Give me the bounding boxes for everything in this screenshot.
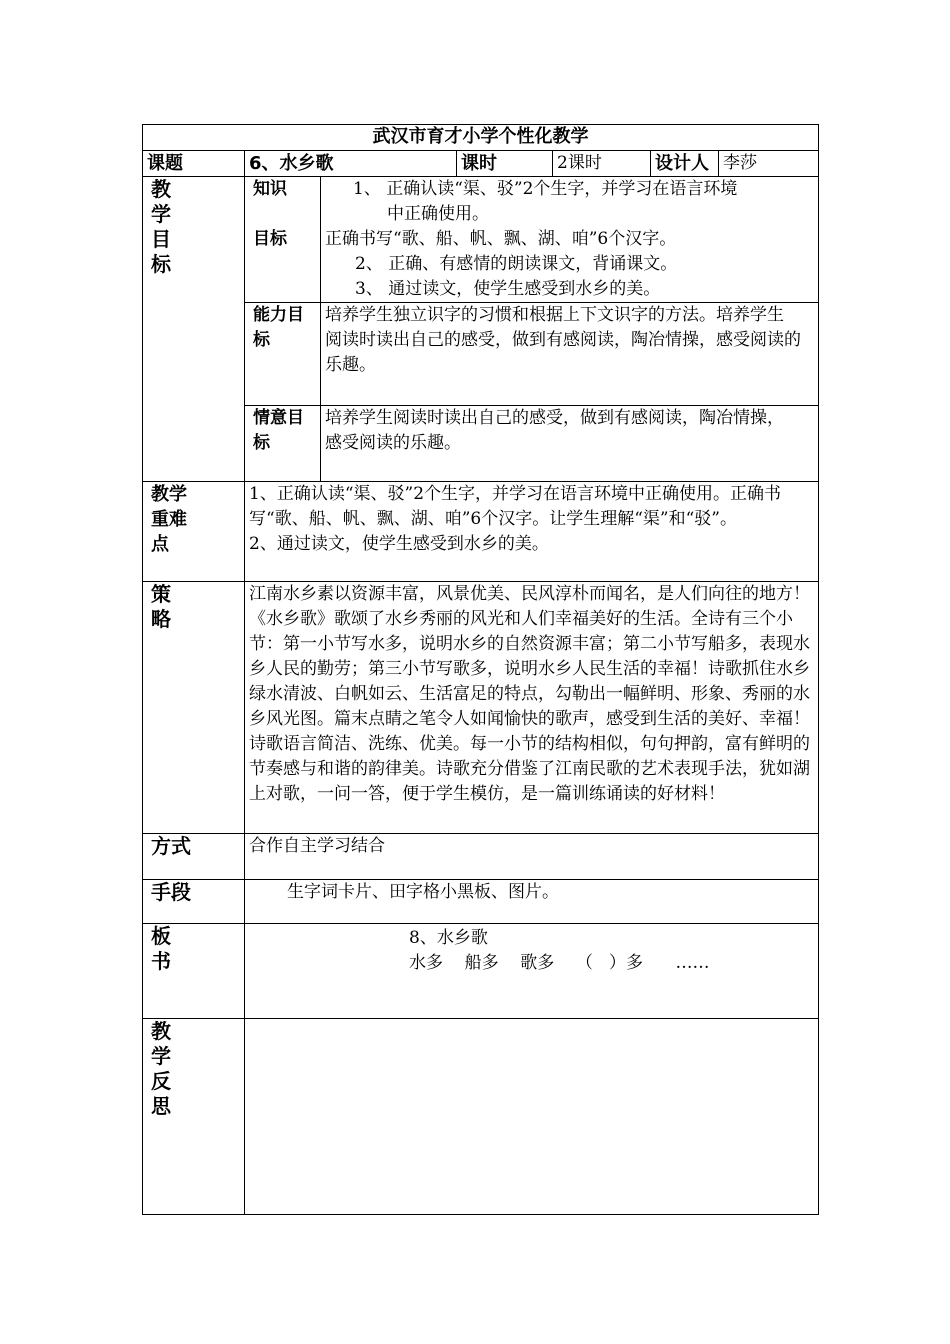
knowledge-line: 3、 通过读文，使学生感受到水乡的美。 [355, 279, 661, 299]
period-label: 课时 [457, 151, 553, 177]
ability-line: 培养学生独立识字的习惯和根据上下文识字的方法。培养学生 [325, 305, 784, 325]
emotion-goal-content [321, 406, 819, 482]
ability-label-line2: 标 [253, 330, 270, 350]
goals-label-char: 标 [151, 252, 171, 276]
topic-value: 6、水乡歌 [245, 151, 457, 177]
topic-label: 课题 [143, 151, 245, 177]
knowledge-goal-content [321, 177, 819, 303]
key-points-label-line: 点 [151, 534, 169, 555]
reflection-label [143, 1019, 245, 1215]
strategy-label-char: 略 [151, 607, 171, 631]
board-items-line: 水多 船多 歌多 （ ）多 …… [409, 953, 710, 973]
key-points-line: 1、正确认读“渠、驳”2个生字，并学习在语言环境中正确使用。正确书写“歌、船、帆、飘、湖、咱”6个汉字。让学生理解“渠”和“驳”。 [249, 484, 782, 529]
knowledge-line: 中正确使用。 [387, 204, 489, 224]
ability-goal-label [245, 303, 321, 406]
board-label-char: 板 [151, 924, 171, 948]
knowledge-label-line1: 知识 [253, 179, 287, 199]
reflection-label-char: 学 [151, 1044, 171, 1068]
lesson-plan-table [142, 124, 819, 1215]
period-value: 2课时 [553, 151, 651, 177]
strategy-label-char: 策 [151, 582, 171, 606]
knowledge-line: 2、 正确、有感情的朗读课文，背诵课文。 [355, 254, 678, 274]
ability-goal-content [321, 303, 819, 406]
emotion-label-line1: 情意目 [253, 408, 304, 428]
knowledge-line: 正确书写“歌、船、帆、飘、湖、咱”6个汉字。 [325, 229, 677, 249]
ability-label-line1: 能力目 [253, 305, 304, 325]
board-label [143, 924, 245, 1019]
goals-label-char: 学 [151, 202, 171, 226]
designer-label: 设计人 [651, 151, 719, 177]
means-value: 生字词卡片、田字格小黑板、图片。 [245, 880, 819, 924]
key-points-label [143, 482, 245, 582]
ability-line: 阅读时读出自己的感受，做到有感阅读，陶冶情操，感受阅读的乐趣。 [325, 330, 801, 375]
goals-label-char: 教 [151, 177, 171, 201]
lesson-plan-document [142, 124, 818, 1211]
goals-label [143, 177, 245, 482]
board-content [245, 924, 819, 1019]
knowledge-goal-label [245, 177, 321, 303]
emotion-label-line2: 标 [253, 433, 270, 453]
key-points-label-line: 重难 [151, 509, 187, 530]
goals-label-char: 目 [151, 227, 171, 251]
board-title-line: 8、水乡歌 [409, 928, 488, 948]
emotion-line: 感受阅读的乐趣。 [325, 433, 461, 453]
means-label: 手段 [143, 880, 245, 924]
method-label: 方式 [143, 834, 245, 880]
strategy-label [143, 582, 245, 834]
page-title: 武汉市育才小学个性化教学 [143, 125, 819, 151]
method-value: 合作自主学习结合 [245, 834, 819, 880]
key-points-label-line: 教学 [151, 484, 187, 505]
emotion-goal-label [245, 406, 321, 482]
key-points-line: 2、通过读文，使学生感受到水乡的美。 [249, 534, 549, 554]
strategy-text: 江南水乡素以资源丰富，风景优美、民风淳朴而闻名，是人们向往的地方！《水乡歌》歌颂了水乡秀丽的风光和人们幸福美好的生活。全诗有三个小节：第一小节写水多，说明水乡的自然资源丰富；第二小节写船多，表现水乡人民的勤劳；第三小节写歌多，说明水乡人民生活的幸福！诗歌抓住水乡绿水清波、白帆如云、生活富足的特点，勾勒出一幅鲜明、形象、秀丽的水乡风光图。篇末点睛之笔令人如闻愉快的歌声，感受到生活的美好、幸福！诗歌语言简洁、洗练、优美。每一小节的结构相似，句句押韵，富有鲜明的节奏感与和谐的韵律美。诗歌充分借鉴了江南民歌的艺术表现手法，犹如湖上对歌，一问一答，便于学生模仿，是一篇训练诵读的好材料！ [249, 584, 810, 804]
reflection-label-char: 反 [151, 1069, 171, 1093]
knowledge-label-line2: 目标 [253, 229, 287, 249]
designer-value: 李莎 [719, 151, 819, 177]
knowledge-line: 1、 正确认读“渠、驳”2个生字，并学习在语言环境 [353, 179, 738, 199]
key-points-content [245, 482, 819, 582]
reflection-content [245, 1019, 819, 1215]
strategy-content [245, 582, 819, 834]
reflection-label-char: 思 [151, 1094, 171, 1118]
reflection-label-char: 教 [151, 1019, 171, 1043]
board-label-char: 书 [151, 949, 171, 973]
emotion-line: 培养学生阅读时读出自己的感受，做到有感阅读，陶冶情操， [325, 408, 784, 428]
